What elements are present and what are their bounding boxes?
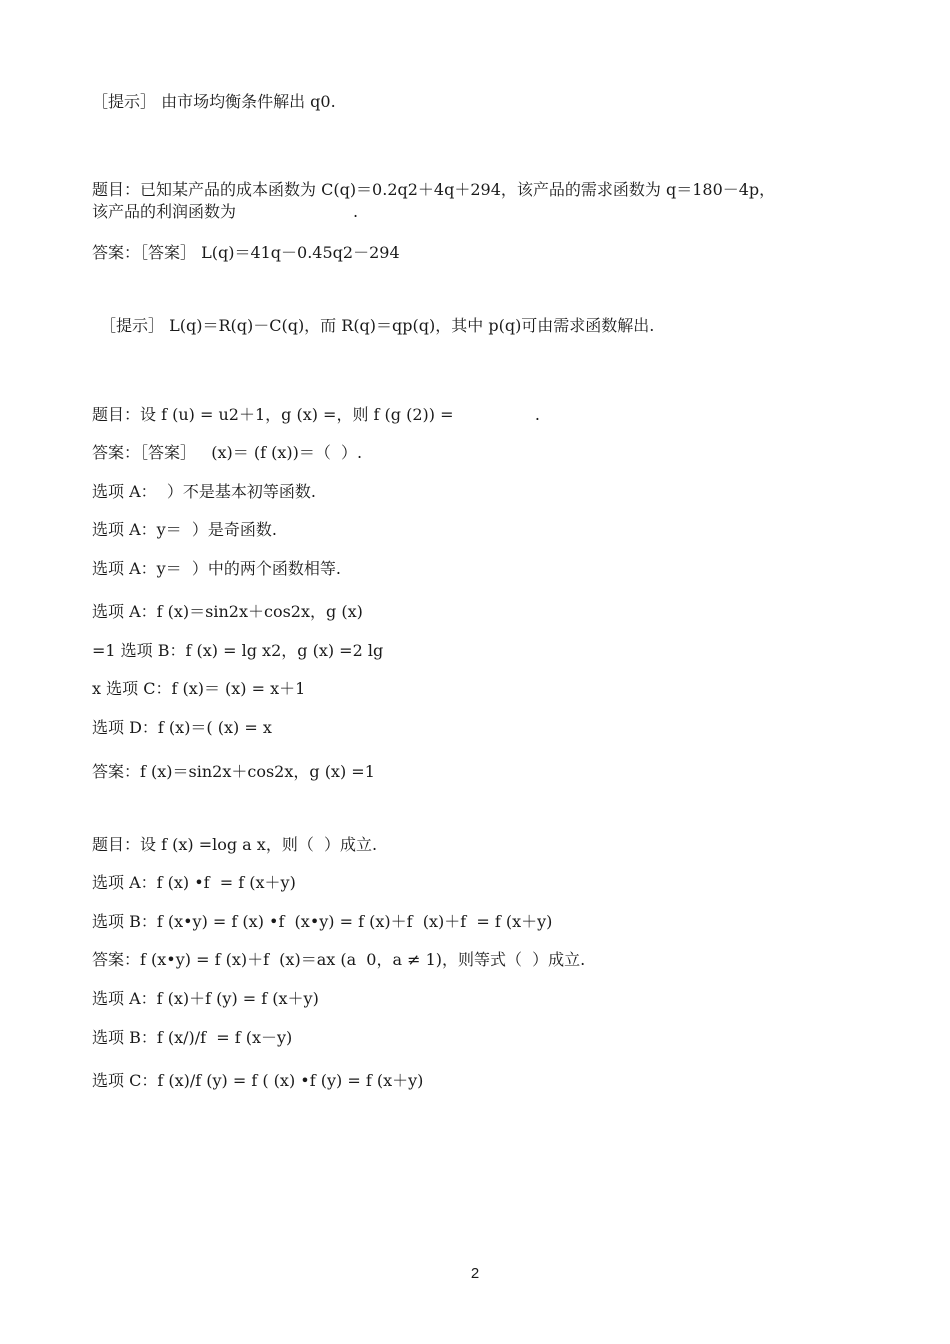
question-line-2a: 题目：已知某产品的成本函数为 C(q)＝0.2q2＋4q＋294，该产品的需求函数为 q＝180－4p， [92, 180, 776, 199]
answer-line-4: 答案：f (x)＝sin2x＋cos2x，g (x) =1 [92, 762, 375, 781]
answer-line-2: 答案：［答案］ L(q)＝41q－0.45q2－294 [92, 243, 400, 262]
option-line-3c: 选项 A：y＝ ）中的两个函数相等. [92, 559, 341, 578]
question-line-5: 题目：设 f (x) =log a x，则（ ）成立. [92, 835, 378, 854]
hint-line-1: ［提示］ 由市场均衡条件解出 q0. [92, 92, 336, 111]
option-line-5b: 选项 B：f (x•y) = f (x) •f (x•y) = f (x)＋f (x)＋f = f (x＋y) [92, 912, 553, 931]
option-line-4d: 选项 D：f (x)＝( (x) = x [92, 718, 272, 737]
option-line-3b: 选项 A：y＝ ）是奇函数. [92, 520, 277, 539]
option-line-4a: 选项 A：f (x)＝sin2x＋cos2x，g (x) [92, 602, 363, 621]
hint-line-2: ［提示］ L(q)＝R(q)－C(q)，而 R(q)＝qp(q)，其中 p(q)可由需求函数解出. [100, 316, 655, 335]
option-line-4b: =1 选项 B：f (x) = lg x2，g (x) =2 lg [92, 641, 384, 660]
option-line-3a: 选项 A： ）不是基本初等函数. [92, 482, 316, 501]
option-line-6c: 选项 C：f (x)/f (y) = f ( (x) •f (y) = f (x＋y) [92, 1071, 424, 1090]
option-line-4c: x 选项 C：f (x)＝ (x) = x＋1 [92, 679, 306, 698]
question-line-3: 题目：设 f (u) = u2＋1，g (x) =，则 f (g (2)) = . [92, 405, 540, 424]
option-line-6a: 选项 A：f (x)＋f (y) = f (x＋y) [92, 989, 319, 1008]
page-number: 2 [470, 1265, 480, 1282]
answer-line-3: 答案：［答案］ (x)＝ (f (x))＝（ ）. [92, 443, 363, 462]
option-line-5a: 选项 A：f (x) •f = f (x＋y) [92, 873, 296, 892]
option-line-6b: 选项 B：f (x/)/f = f (x－y) [92, 1028, 293, 1047]
question-line-2b: 该产品的利润函数为 . [92, 202, 359, 221]
answer-line-5: 答案：f (x•y) = f (x)＋f (x)＝ax (a 0，a ≠ 1)，则等式（ ）成立. [92, 950, 586, 969]
